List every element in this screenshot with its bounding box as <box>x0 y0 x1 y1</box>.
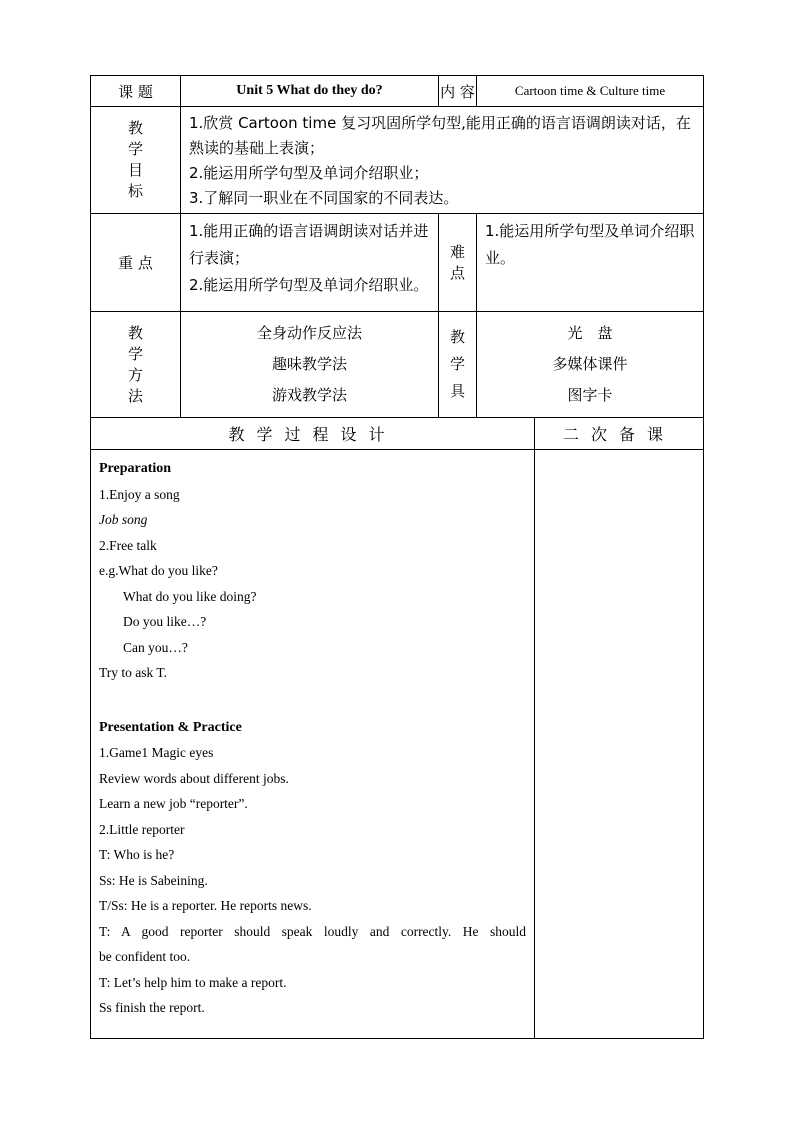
objective-item: 1.欣赏 Cartoon time 复习巩固所学句型,能用正确的语言语调朗读对话，在熟读的基础上表演； <box>189 114 691 157</box>
tools-label-char: 学 <box>449 355 465 373</box>
method-item: 全身动作反应法 <box>256 324 362 342</box>
key-points-row <box>91 214 704 312</box>
second-prep-content <box>535 450 704 1039</box>
difficult-label-char: 难 <box>449 242 465 261</box>
methods-label-char: 方 <box>127 365 143 384</box>
process-body-row <box>91 450 704 1039</box>
process-line: Try to ask T. <box>99 665 168 680</box>
method-item: 趣味教学法 <box>271 355 347 373</box>
objectives-row <box>91 107 704 214</box>
objectives-label <box>91 107 181 214</box>
objectives-label-char: 目 <box>127 161 143 179</box>
key-point-item: 2.能运用所学句型及单词介绍职业。 <box>189 276 429 294</box>
tools-label-char: 具 <box>449 382 465 400</box>
process-line: 1.Enjoy a song <box>99 486 180 502</box>
process-line: T: A good reporter should speak loudly and correctly. He should <box>99 923 526 939</box>
key-points-content <box>181 214 439 312</box>
topic-label: 课 题 <box>91 76 181 107</box>
process-design-header: 教学过程设计 <box>91 418 535 450</box>
process-line: Do you like…? <box>123 614 207 629</box>
objective-item: 2.能运用所学句型及单词介绍职业； <box>189 164 429 182</box>
objectives-content <box>181 107 704 214</box>
unit-title: Unit 5 What do they do? <box>181 76 439 107</box>
objectives-label-char: 学 <box>127 140 143 158</box>
difficult-point-item: 1.能运用所学句型及单词介绍职业。 <box>485 222 695 267</box>
process-line: be confident too. <box>99 949 191 964</box>
tools-label <box>439 312 477 418</box>
process-line: 2.Little reporter <box>99 821 185 837</box>
methods-label-char: 教 <box>127 323 143 342</box>
process-content <box>91 450 535 1039</box>
process-line: Can you…? <box>123 639 188 655</box>
methods-label <box>91 312 181 418</box>
methods-row <box>91 312 704 418</box>
difficult-label-char: 点 <box>449 263 465 282</box>
difficult-points-content <box>477 214 704 312</box>
tools-content <box>477 312 704 418</box>
methods-content <box>181 312 439 418</box>
section-heading-presentation: Presentation & Practice <box>99 719 242 735</box>
objective-item: 3.了解同一职业在不同国家的不同表达。 <box>189 189 459 207</box>
content-value: Cartoon time & Culture time <box>477 76 704 107</box>
lesson-plan-table <box>90 75 704 1039</box>
difficult-points-label <box>439 214 477 312</box>
section-heading-preparation: Preparation <box>99 461 172 476</box>
process-line: e.g.What do you like? <box>99 563 218 578</box>
process-line: Ss: He is Sabeining. <box>99 872 208 888</box>
tool-item: 光 盘 <box>567 324 613 342</box>
tool-item: 图字卡 <box>567 386 613 404</box>
tool-item: 多媒体课件 <box>552 355 628 373</box>
process-line: T: Let’s help him to make a report. <box>99 974 287 990</box>
process-line: 1.Game1 Magic eyes <box>99 745 214 760</box>
process-header-row <box>91 418 704 450</box>
process-line: 2.Free talk <box>99 537 157 553</box>
objectives-label-char: 教 <box>127 119 143 137</box>
methods-label-char: 学 <box>127 344 143 363</box>
objectives-label-char: 标 <box>127 182 143 200</box>
tools-label-char: 教 <box>449 328 465 346</box>
process-line: Learn a new job “reporter”. <box>99 796 248 811</box>
process-line: T: Who is he? <box>99 847 175 862</box>
key-points-label: 重 点 <box>91 214 181 312</box>
song-title: Job song <box>99 512 148 527</box>
process-line: Review words about different jobs. <box>99 770 289 786</box>
process-line: Ss finish the report. <box>99 1000 205 1015</box>
topic-row <box>91 76 704 107</box>
process-line: What do you like doing? <box>123 588 257 604</box>
methods-label-char: 法 <box>127 386 143 405</box>
key-point-item: 1.能用正确的语言语调朗读对话并进行表演； <box>189 222 429 267</box>
method-item: 游戏教学法 <box>271 386 347 404</box>
spacer <box>99 686 526 715</box>
process-line: T/Ss: He is a reporter. He reports news. <box>99 898 312 913</box>
content-label: 内 容 <box>439 76 477 107</box>
second-prep-header: 二次备课 <box>535 418 704 450</box>
